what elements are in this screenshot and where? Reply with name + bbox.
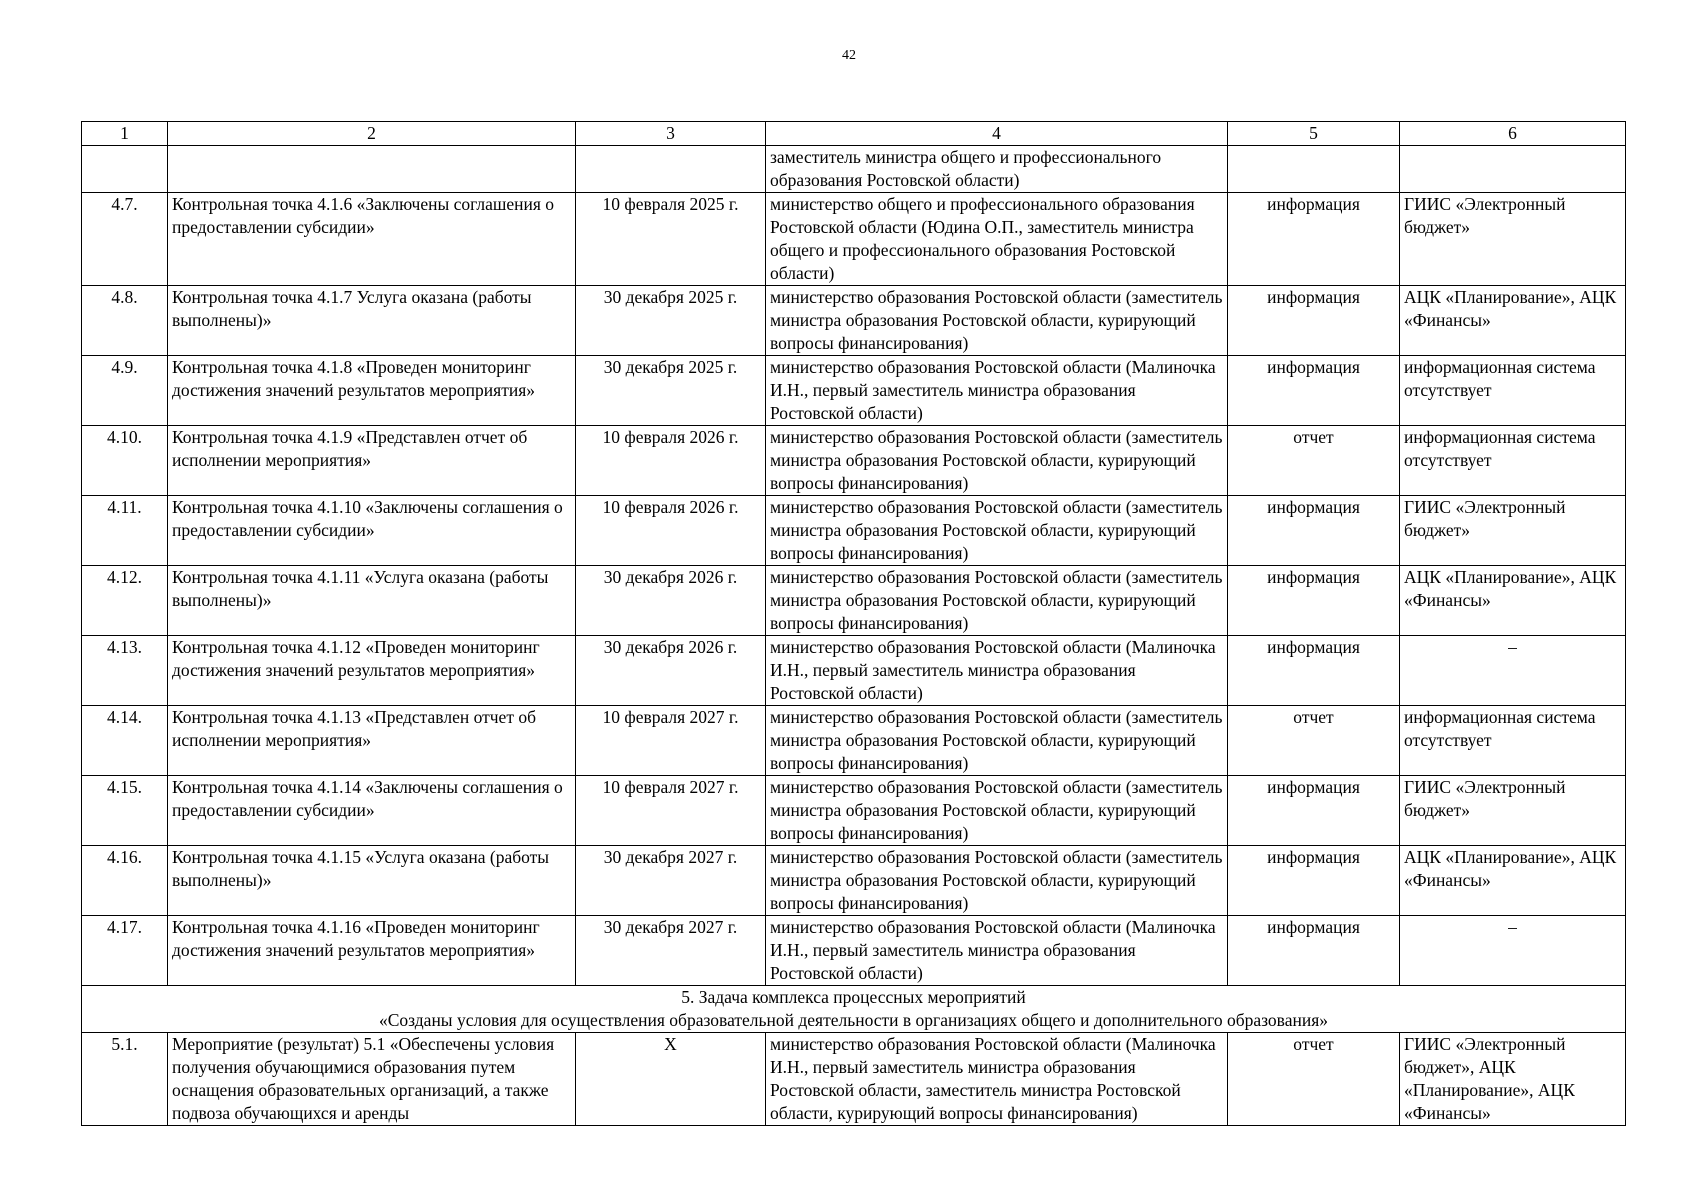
cell-name: Контрольная точка 4.1.15 «Услуга оказана (работы выполнены)» [168, 846, 576, 916]
cell-document-type: информация [1228, 286, 1400, 356]
header-row [82, 122, 1626, 146]
cell-information-system: – [1400, 916, 1626, 986]
cell-responsible: министерство образования Ростовской области (заместитель министра образования Ростовской области, курирующий вопросы финансирования) [766, 776, 1228, 846]
task-5-title: 5. Задача комплекса процессных мероприятий [681, 987, 1026, 1007]
cell-number: 5.1. [82, 1033, 168, 1126]
task-5-header [82, 986, 1626, 1033]
cell-number [82, 146, 168, 193]
cell-name [168, 146, 576, 193]
page-number: 42 [842, 48, 856, 63]
cell-information-system: ГИИС «Электронный бюджет» [1400, 776, 1626, 846]
cell-date [576, 146, 766, 193]
table-row [82, 916, 1626, 986]
cell-information-system: – [1400, 636, 1626, 706]
cell-document-type: информация [1228, 193, 1400, 286]
cell-document-type: отчет [1228, 1033, 1400, 1126]
cell-number: 4.9. [82, 356, 168, 426]
cell-number: 4.17. [82, 916, 168, 986]
cell-name: Контрольная точка 4.1.7 Услуга оказана (работы выполнены)» [168, 286, 576, 356]
cell-information-system: ГИИС «Электронный бюджет» [1400, 193, 1626, 286]
table-row [82, 636, 1626, 706]
cell-date: 30 декабря 2025 г. [576, 286, 766, 356]
table-row [82, 286, 1626, 356]
cell-name: Контрольная точка 4.1.16 «Проведен мониторинг достижения значений результатов мероприятия» [168, 916, 576, 986]
cell-date: 10 февраля 2025 г. [576, 193, 766, 286]
cell-responsible: министерство общего и профессионального образования Ростовской области (Юдина О.П., заместитель министра общего и профессионального образования Ростовской области) [766, 193, 1228, 286]
table-row [82, 426, 1626, 496]
table-row [82, 846, 1626, 916]
cell-name: Контрольная точка 4.1.11 «Услуга оказана (работы выполнены)» [168, 566, 576, 636]
cell-name: Контрольная точка 4.1.9 «Представлен отчет об исполнении мероприятия» [168, 426, 576, 496]
cell-information-system: информационная система отсутствует [1400, 356, 1626, 426]
cell-date: 30 декабря 2027 г. [576, 846, 766, 916]
column-header-5: 5 [1228, 122, 1400, 146]
cell-responsible: министерство образования Ростовской области (Малиночка И.Н., первый заместитель министра образования Ростовской области) [766, 916, 1228, 986]
cell-information-system [1400, 146, 1626, 193]
cell-responsible: министерство образования Ростовской области (заместитель министра образования Ростовской области, курирующий вопросы финансирования) [766, 706, 1228, 776]
cell-name: Контрольная точка 4.1.13 «Представлен отчет об исполнении мероприятия» [168, 706, 576, 776]
table-row [82, 356, 1626, 426]
cell-document-type: информация [1228, 496, 1400, 566]
cell-responsible: министерство образования Ростовской области (заместитель министра образования Ростовской области, курирующий вопросы финансирования) [766, 426, 1228, 496]
cell-information-system: информационная система отсутствует [1400, 426, 1626, 496]
table-row [82, 566, 1626, 636]
table-row [82, 496, 1626, 566]
cell-information-system: информационная система отсутствует [1400, 706, 1626, 776]
cell-number: 4.16. [82, 846, 168, 916]
column-header-1: 1 [82, 122, 168, 146]
cell-date: Х [576, 1033, 766, 1126]
cell-number: 4.14. [82, 706, 168, 776]
cell-number: 4.7. [82, 193, 168, 286]
cell-document-type: отчет [1228, 706, 1400, 776]
task-header-row [82, 986, 1626, 1033]
cell-responsible: министерство образования Ростовской области (заместитель министра образования Ростовской области, курирующий вопросы финансирования) [766, 846, 1228, 916]
cell-document-type: информация [1228, 846, 1400, 916]
cell-responsible: министерство образования Ростовской области (заместитель министра образования Ростовской области, курирующий вопросы финансирования) [766, 566, 1228, 636]
table-row [82, 1033, 1626, 1126]
cell-number: 4.15. [82, 776, 168, 846]
cell-document-type: отчет [1228, 426, 1400, 496]
table-row [82, 706, 1626, 776]
cell-date: 30 декабря 2025 г. [576, 356, 766, 426]
cell-responsible: министерство образования Ростовской области (Малиночка И.Н., первый заместитель министра образования Ростовской области) [766, 356, 1228, 426]
cell-document-type: информация [1228, 566, 1400, 636]
cell-date: 10 февраля 2026 г. [576, 426, 766, 496]
cell-information-system: АЦК «Планирование», АЦК «Финансы» [1400, 566, 1626, 636]
cell-name: Контрольная точка 4.1.10 «Заключены соглашения о предоставлении субсидии» [168, 496, 576, 566]
cell-date: 30 декабря 2027 г. [576, 916, 766, 986]
cell-document-type: информация [1228, 776, 1400, 846]
column-header-2: 2 [168, 122, 576, 146]
cell-number: 4.11. [82, 496, 168, 566]
control-points-table [81, 121, 1626, 1126]
cell-number: 4.10. [82, 426, 168, 496]
cell-document-type: информация [1228, 636, 1400, 706]
cell-information-system: ГИИС «Электронный бюджет», АЦК «Планирование», АЦК «Финансы» [1400, 1033, 1626, 1126]
cell-responsible: министерство образования Ростовской области (Малиночка И.Н., первый заместитель министра образования Ростовской области, заместитель министра Ростовской области, курирующий вопросы финансирования) [766, 1033, 1228, 1126]
cell-number: 4.8. [82, 286, 168, 356]
cell-information-system: АЦК «Планирование», АЦК «Финансы» [1400, 286, 1626, 356]
cell-date: 10 февраля 2026 г. [576, 496, 766, 566]
cell-name: Контрольная точка 4.1.14 «Заключены соглашения о предоставлении субсидии» [168, 776, 576, 846]
cell-document-type: информация [1228, 356, 1400, 426]
table-row [82, 193, 1626, 286]
cell-responsible: министерство образования Ростовской области (заместитель министра образования Ростовской области, курирующий вопросы финансирования) [766, 286, 1228, 356]
cell-responsible: министерство образования Ростовской области (заместитель министра образования Ростовской области, курирующий вопросы финансирования) [766, 496, 1228, 566]
cell-date: 30 декабря 2026 г. [576, 566, 766, 636]
cell-date: 10 февраля 2027 г. [576, 706, 766, 776]
cell-date: 30 декабря 2026 г. [576, 636, 766, 706]
continuation-row [82, 146, 1626, 193]
column-header-3: 3 [576, 122, 766, 146]
cell-document-type [1228, 146, 1400, 193]
cell-number: 4.13. [82, 636, 168, 706]
task-5-description: «Созданы условия для осуществления образовательной деятельности в организациях общего и дополнительного образования» [379, 1010, 1328, 1030]
cell-name: Контрольная точка 4.1.12 «Проведен мониторинг достижения значений результатов мероприятия» [168, 636, 576, 706]
cell-name: Контрольная точка 4.1.8 «Проведен мониторинг достижения значений результатов мероприятия» [168, 356, 576, 426]
table-row [82, 776, 1626, 846]
cell-information-system: ГИИС «Электронный бюджет» [1400, 496, 1626, 566]
column-header-6: 6 [1400, 122, 1626, 146]
cell-number: 4.12. [82, 566, 168, 636]
cell-name: Мероприятие (результат) 5.1 «Обеспечены условия получения обучающимися образования путем оснащения образовательных организаций, а также подвоза обучающихся и аренды [168, 1033, 576, 1126]
cell-responsible: заместитель министра общего и профессионального образования Ростовской области) [766, 146, 1228, 193]
column-header-4: 4 [766, 122, 1228, 146]
cell-document-type: информация [1228, 916, 1400, 986]
cell-date: 10 февраля 2027 г. [576, 776, 766, 846]
cell-information-system: АЦК «Планирование», АЦК «Финансы» [1400, 846, 1626, 916]
cell-responsible: министерство образования Ростовской области (Малиночка И.Н., первый заместитель министра образования Ростовской области) [766, 636, 1228, 706]
cell-name: Контрольная точка 4.1.6 «Заключены соглашения о предоставлении субсидии» [168, 193, 576, 286]
